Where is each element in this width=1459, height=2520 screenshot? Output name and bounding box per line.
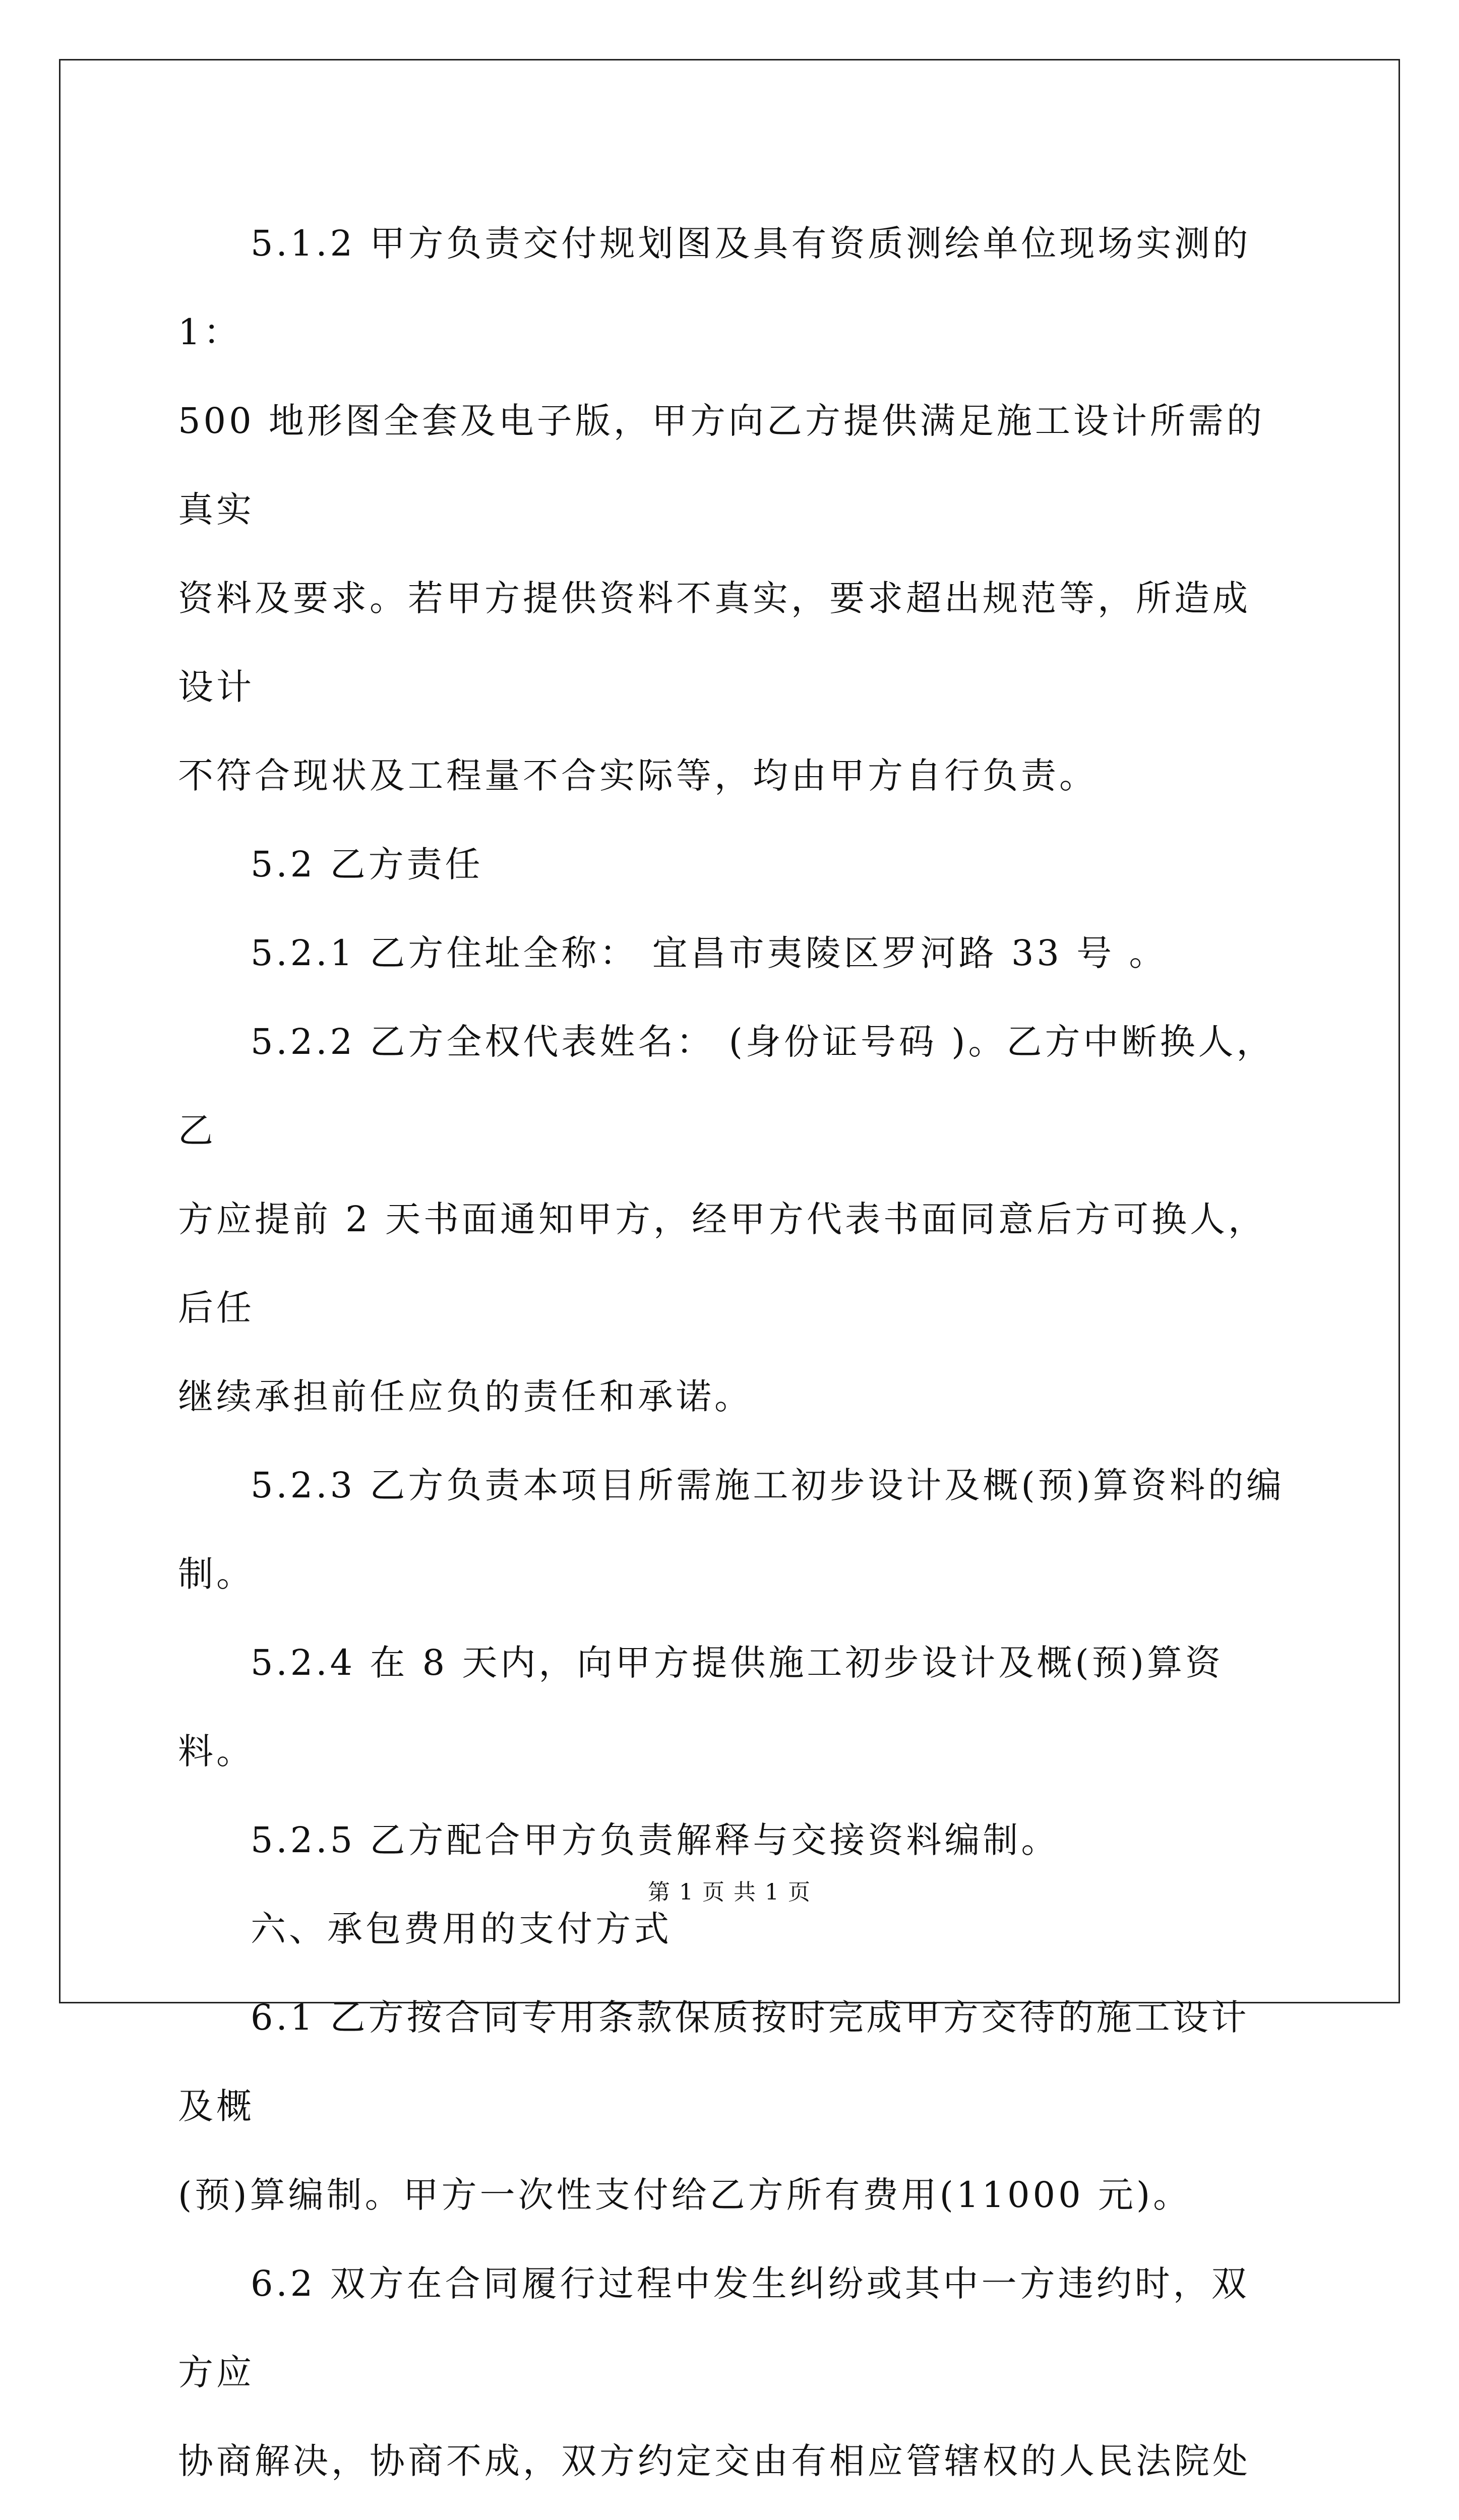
- text-line: 5.2.5 乙方配合甲方负责解释与交接资料编制。: [251, 1819, 1060, 1861]
- document-body: [178, 199, 1287, 2520]
- text-line: 六、承包费用的支付方式: [251, 1908, 672, 1949]
- paragraph-5-1-2: [178, 199, 1287, 820]
- text-line: 资料及要求。若甲方提供资料不真实，要求超出规范等，所造成设计: [178, 578, 1251, 708]
- text-line: 500 地形图全套及电子版，甲方向乙方提供满足施工设计所需的真实: [178, 400, 1265, 530]
- text-line: 不符合现状及工程量不合实际等，均由甲方自行负责。: [178, 755, 1098, 796]
- text-line: 5.2.1 乙方住址全称： 宜昌市夷陵区罗河路 33 号 。: [251, 932, 1168, 974]
- text-line: 方应提前 2 天书面通知甲方，经甲方代表书面同意后方可换人，后任: [178, 1199, 1267, 1329]
- text-line: 5.2 乙方责任: [251, 844, 483, 885]
- text-line: 协商解决，协商不成，双方约定交由有相应管辖权的人民法院处: [178, 2440, 1251, 2482]
- text-line: 5.2.2 乙方全权代表姓名： (身份证号码 )。乙方中断换人，乙: [178, 1021, 1275, 1151]
- text-line: 5.2.4 在 8 天内，向甲方提供施工初步设计及概(预)算资料。: [178, 1642, 1224, 1772]
- paragraph-5-2-3: [178, 1441, 1287, 1618]
- page-footer: [0, 1874, 1459, 1906]
- text-line: (预)算编制。甲方一次性支付给乙方所有费用(11000 元)。: [178, 2174, 1192, 2216]
- paragraph-5-2-4: [178, 1618, 1287, 1796]
- text-line: 继续承担前任应负的责任和承诺。: [178, 1376, 753, 1417]
- paragraph-6-1: [178, 1973, 1287, 2239]
- text-line: 5.2.3 乙方负责本项目所需施工初步设计及概(预)算资料的编制。: [178, 1465, 1285, 1595]
- text-line: 6.1 乙方按合同专用条款保质按时完成甲方交待的施工设计及概: [178, 1997, 1250, 2127]
- heading-5-2: [178, 820, 1287, 909]
- page-number: 第 1 页 共 1 页: [648, 1879, 811, 1905]
- paragraph-5-2-5: [178, 1796, 1287, 1884]
- text-line: 6.2 双方在合同履行过程中发生纠纷或其中一方违约时，双方应: [178, 2263, 1250, 2393]
- paragraph-5-2-2: [178, 997, 1287, 1441]
- paragraph-5-2-1: [178, 909, 1287, 997]
- text-line: 5.1.2 甲方负责交付规划图及具有资质测绘单位现场实测的 1：: [178, 223, 1265, 353]
- paragraph-6-2: [178, 2239, 1287, 2520]
